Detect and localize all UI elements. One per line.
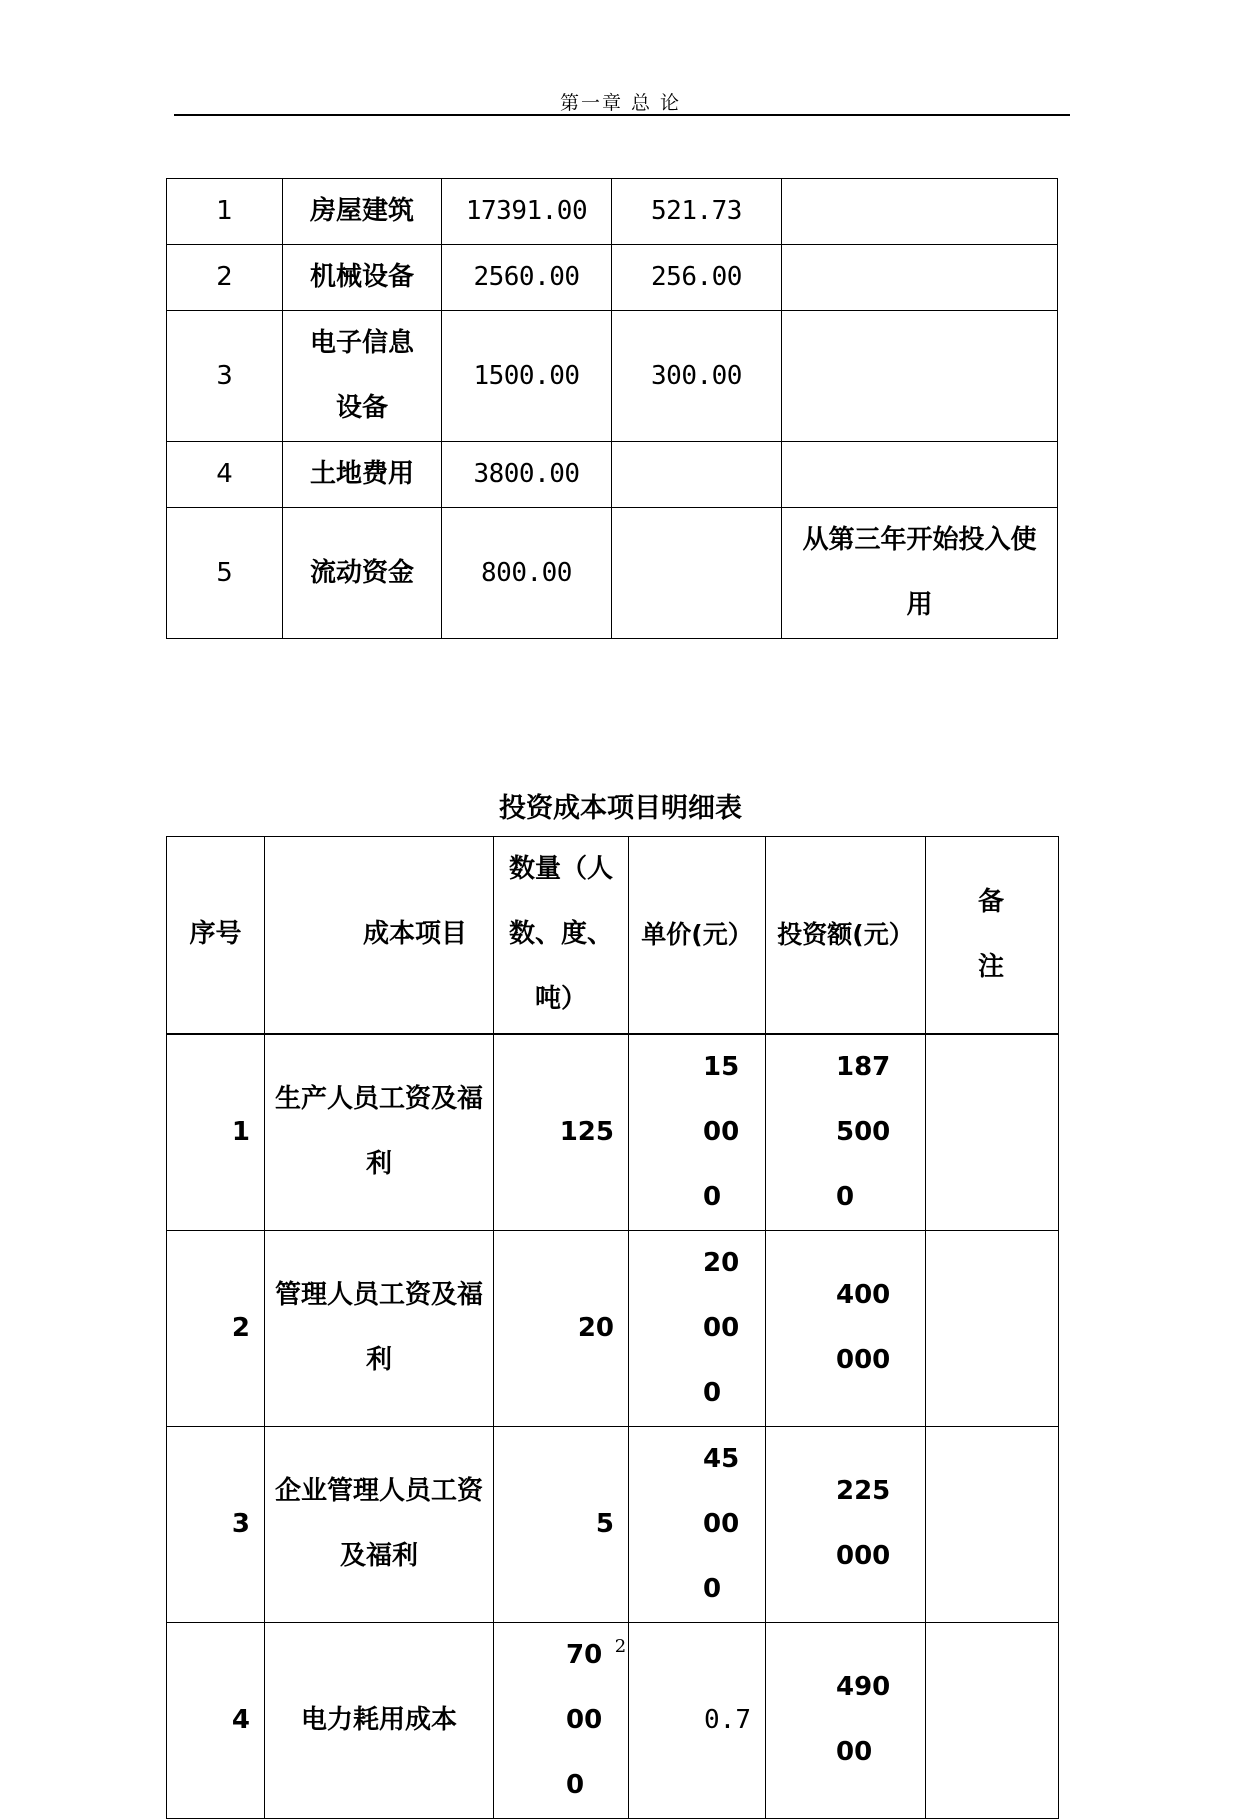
amount-cell: 2560.00 bbox=[442, 245, 612, 311]
header-invest: 投资额(元） bbox=[766, 837, 926, 1034]
item-name: 房屋建筑 bbox=[283, 179, 442, 245]
running-header: 第一章 总 论 bbox=[559, 92, 682, 114]
note-cell bbox=[782, 311, 1058, 442]
value-cell: 521.73 bbox=[612, 179, 782, 245]
header-no: 序号 bbox=[167, 837, 265, 1034]
item-name: 电子信息设备 bbox=[283, 311, 442, 442]
amount-cell: 17391.00 bbox=[442, 179, 612, 245]
cost-item: 电力耗用成本 bbox=[265, 1622, 494, 1818]
header-price: 单价(元） bbox=[629, 837, 766, 1034]
table-title: 投资成本项目明细表 bbox=[499, 793, 742, 824]
investment-summary-table bbox=[166, 178, 1058, 639]
table-row bbox=[167, 508, 1058, 639]
cost-item: 生产人员工资及福利 bbox=[265, 1034, 494, 1231]
qty-cell: 70000 bbox=[494, 1622, 629, 1818]
qty-cell: 125 bbox=[494, 1034, 629, 1231]
price-cell: 45000 bbox=[629, 1426, 766, 1622]
qty-cell: 20 bbox=[494, 1230, 629, 1426]
page-number: 2 bbox=[614, 1636, 627, 1657]
note-cell bbox=[782, 442, 1058, 508]
row-number: 4 bbox=[167, 442, 283, 508]
row-number: 1 bbox=[167, 179, 283, 245]
row-number: 3 bbox=[167, 1426, 265, 1622]
item-name: 机械设备 bbox=[283, 245, 442, 311]
row-number: 4 bbox=[167, 1622, 265, 1818]
table-row bbox=[167, 245, 1058, 311]
qty-cell: 5 bbox=[494, 1426, 629, 1622]
invest-cell: 1875000 bbox=[766, 1034, 926, 1231]
note-cell bbox=[782, 245, 1058, 311]
invest-cell: 225000 bbox=[766, 1426, 926, 1622]
table-row bbox=[167, 311, 1058, 442]
invest-cell: 400000 bbox=[766, 1230, 926, 1426]
table-row bbox=[167, 442, 1058, 508]
note-cell bbox=[926, 1230, 1059, 1426]
table-row bbox=[167, 179, 1058, 245]
header-row bbox=[167, 837, 1059, 1034]
value-cell: 300.00 bbox=[612, 311, 782, 442]
row-number: 3 bbox=[167, 311, 283, 442]
item-name: 流动资金 bbox=[283, 508, 442, 639]
row-number: 1 bbox=[167, 1034, 265, 1231]
row-number: 2 bbox=[167, 1230, 265, 1426]
table-row bbox=[167, 1230, 1059, 1426]
cost-item: 管理人员工资及福利 bbox=[265, 1230, 494, 1426]
note-cell bbox=[782, 179, 1058, 245]
header-qty: 数量（人数、度、吨） bbox=[494, 837, 629, 1034]
table-row bbox=[167, 1034, 1059, 1231]
cost-detail-table bbox=[166, 836, 1059, 1819]
header-note: 备注 bbox=[926, 837, 1059, 1034]
price-cell: 0.7 bbox=[629, 1622, 766, 1818]
value-cell bbox=[612, 442, 782, 508]
amount-cell: 800.00 bbox=[442, 508, 612, 639]
amount-cell: 1500.00 bbox=[442, 311, 612, 442]
invest-cell: 49000 bbox=[766, 1622, 926, 1818]
table-row bbox=[167, 1426, 1059, 1622]
value-cell: 256.00 bbox=[612, 245, 782, 311]
note-cell: 从第三年开始投入使用 bbox=[782, 508, 1058, 639]
note-cell bbox=[926, 1034, 1059, 1231]
amount-cell: 3800.00 bbox=[442, 442, 612, 508]
row-number: 2 bbox=[167, 245, 283, 311]
item-name: 土地费用 bbox=[283, 442, 442, 508]
note-cell bbox=[926, 1426, 1059, 1622]
header-rule bbox=[174, 114, 1070, 116]
value-cell bbox=[612, 508, 782, 639]
header-item: 成本项目 bbox=[265, 837, 494, 1034]
cost-item: 企业管理人员工资及福利 bbox=[265, 1426, 494, 1622]
price-cell: 15000 bbox=[629, 1034, 766, 1231]
price-cell: 20000 bbox=[629, 1230, 766, 1426]
row-number: 5 bbox=[167, 508, 283, 639]
